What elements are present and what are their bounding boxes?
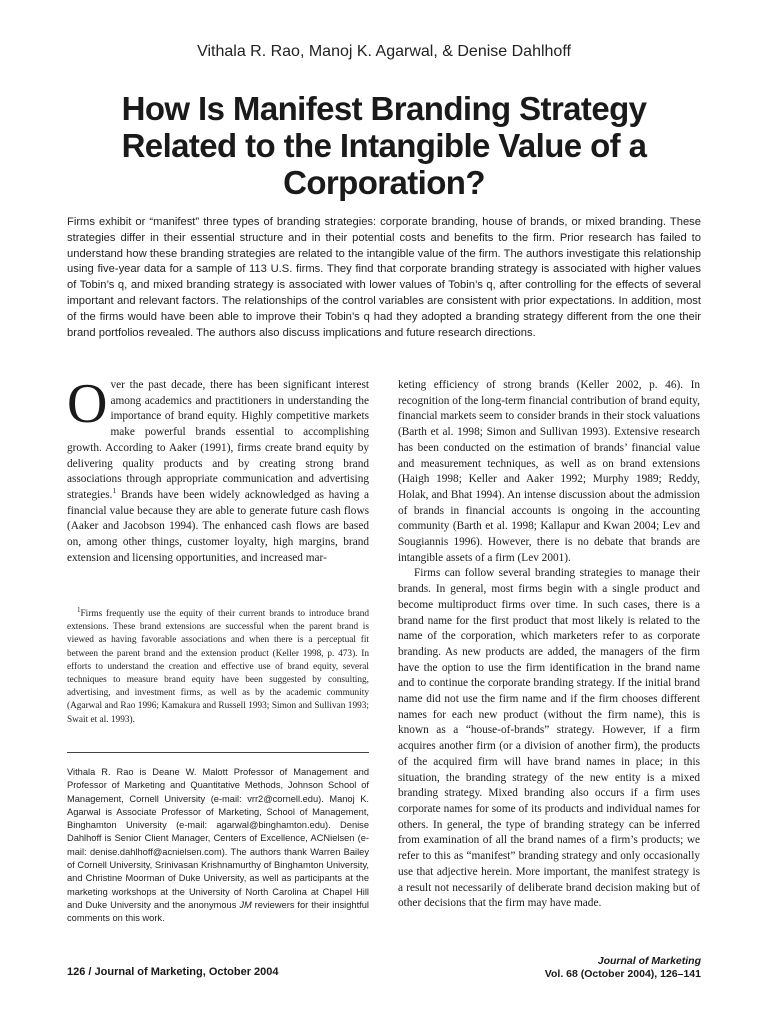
volume-pages: Vol. 68 (October 2004), 126–141: [544, 968, 701, 980]
intro-text-part-2: Brands have been widely acknowledged as having a financial value because they are able to generate future cash flows (Aaker and Jacobson 1994). The enhanced cash flows are based on, among other things, customer loyalty, high margins, brand extension and licensing opportunities, and increased mar-: [67, 488, 369, 564]
bio-text-part-2: reviewers for their insightful comments on this work.: [67, 899, 369, 924]
body-column-right: [398, 378, 700, 912]
title-line-1: How Is Manifest Branding Strategy: [121, 90, 647, 127]
article-title: [40, 90, 728, 201]
footnote-divider: [67, 752, 369, 753]
bio-journal-abbrev: JM: [239, 899, 252, 910]
journal-volume-info: [545, 955, 701, 981]
drop-cap: O: [67, 373, 108, 435]
footnote-marker: 1: [77, 605, 81, 614]
journal-name: Journal of Marketing: [597, 955, 701, 967]
body-paragraph-1: keting efficiency of strong brands (Keller 2002, p. 46). In recognition of the long-term financial contribution of brand equity, financial markets seem to consider brands in their stock valuations (Barth et al. 1998; Simon and Sullivan 1993). Extensive research has been conducted on the estimation of brands’ financial value and measurement techniques, as well as on brand extensions (Haigh 1998; Keller and Aaker 1992; Murphy 1989; Reddy, Holak, and Bhat 1994). An intense discussion about the admission of brands in financial accounts is ongoing in the accounting community (Barth et al. 1998; Kallapur and Kwan 2004; Lev and Sougiannis 1996). However, there is no debate that brands are intangible assets of a firm (Lev 2001).: [398, 379, 700, 564]
author-bio-note: [67, 766, 369, 926]
intro-text-part-1: ver the past decade, there has been significant interest among academics and practitioners in understanding the importance of brand equity. Highly competitive markets make powerful brands essential to accomplishing growth. According to Aaker (1991), firms create brand equity by delivering quality products and by creating strong brand associations through appropriate communication and advertising strategies.: [67, 379, 369, 501]
author-line: Vithala R. Rao, Manoj K. Agarwal, & Denise Dahlhoff: [197, 43, 571, 60]
body-column-left: [67, 373, 369, 566]
footnote-reference[interactable]: 1: [112, 486, 117, 496]
page-footer-citation: 126 / Journal of Marketing, October 2004: [67, 966, 279, 978]
footnote: [67, 605, 369, 727]
bio-text-part-1: Vithala R. Rao is Deane W. Malott Professor of Management and Professor of Marketing and Quantitative Methods, Johnson School of Management, Cornell University (e-mail: vrr2@cornell.edu). Manoj K. Agarwal is Associate Professor of Marketing, School of Management, Binghamton University (e-mail: agarwal@binghamton.edu). Denise Dahlhoff is Senior Client Manager, Centers of Excellence, ACNielsen (e-mail: denise.dahlhoff@acnielsen.com). The authors thank Warren Bailey of Cornell University, Srinivasan Krishnamurthy of Binghamton University, and Christine Moorman of Duke University, as well as participants at the marketing workshops at the University of North Carolina at Chapel Hill and Duke University and the anonymous: [67, 767, 369, 910]
title-line-2: Related to the Intangible Value of a: [121, 127, 647, 164]
footnote-body: [67, 605, 369, 727]
body-paragraph-2: Firms can follow several branding strategies to manage their brands. In general, most firms begin with a single product and become multiproduct firms over time. In such cases, there is a brand name for the first product that most likely is related to the name of the corporation, which marketers refer to as corporate branding. As new products are added, the managers of the firm have the option to use the firm identification in the brand name and to continue the corporate branding strategy. If the initial brand name did not use the firm name and if the firm chooses different names for each new product (without the firm name), this is known as a “house-of-brands” strategy. However, if a firm acquires another firm (or a division of another firm), the products of the acquired firm will have brand names in place; in this situation, the branding strategy of the new entity is a mixed branding strategy. Mixed branding also occurs if a firm uses corporate names for some of its products and individual names for others. In general, the type of branding strategy can be inferred from examination of all the brand names of a firm’s products; we refer to this as “manifest” branding strategy and only occasionally use that adjective herein. More important, the manifest strategy is a result not necessarily of deliberate brand decision making but of other decisions that the firm may have made.: [398, 567, 700, 910]
abstract: Firms exhibit or “manifest” three types of branding strategies: corporate branding, house of brands, or mixed branding. These strategies differ in their essential structure and in their potential costs and benefits to the firm. Prior research has failed to understand how these branding strategies are related to the intangible value of the firm. The authors investigate this relationship using five-year data for a sample of 113 U.S. firms. They find that corporate branding strategy is associated with higher values of Tobin’s q, and mixed branding strategy is associated with lower values of Tobin’s q, after controlling for the effects of several important and relevant factors. The relationships of the control variables are consistent with prior expectations. In addition, most of the firms would have been able to improve their Tobin’s q had they adopted a branding strategy different from the one their brand portfolios revealed. The authors also discuss implications and future research directions.: [67, 216, 701, 339]
footnote-text: Firms frequently use the equity of their current brands to introduce brand extensions. These brand extensions are successful when the parent brand is viewed as having favorable associations and when there is a perceptual fit between the parent brand and the extension product (Keller 1998, p. 473). In efforts to understand the creation and effective use of brand equity, several techniques to measure brand equity have been suggested by consulting, advertising, and investment firms, as well as by the academic community (Agarwal and Rao 1996; Kamakura and Russell 1993; Simon and Sullivan 1993; Swait et al. 1993).: [67, 609, 369, 725]
intro-paragraph: [67, 373, 369, 566]
title-line-3: Corporation?: [283, 164, 485, 201]
